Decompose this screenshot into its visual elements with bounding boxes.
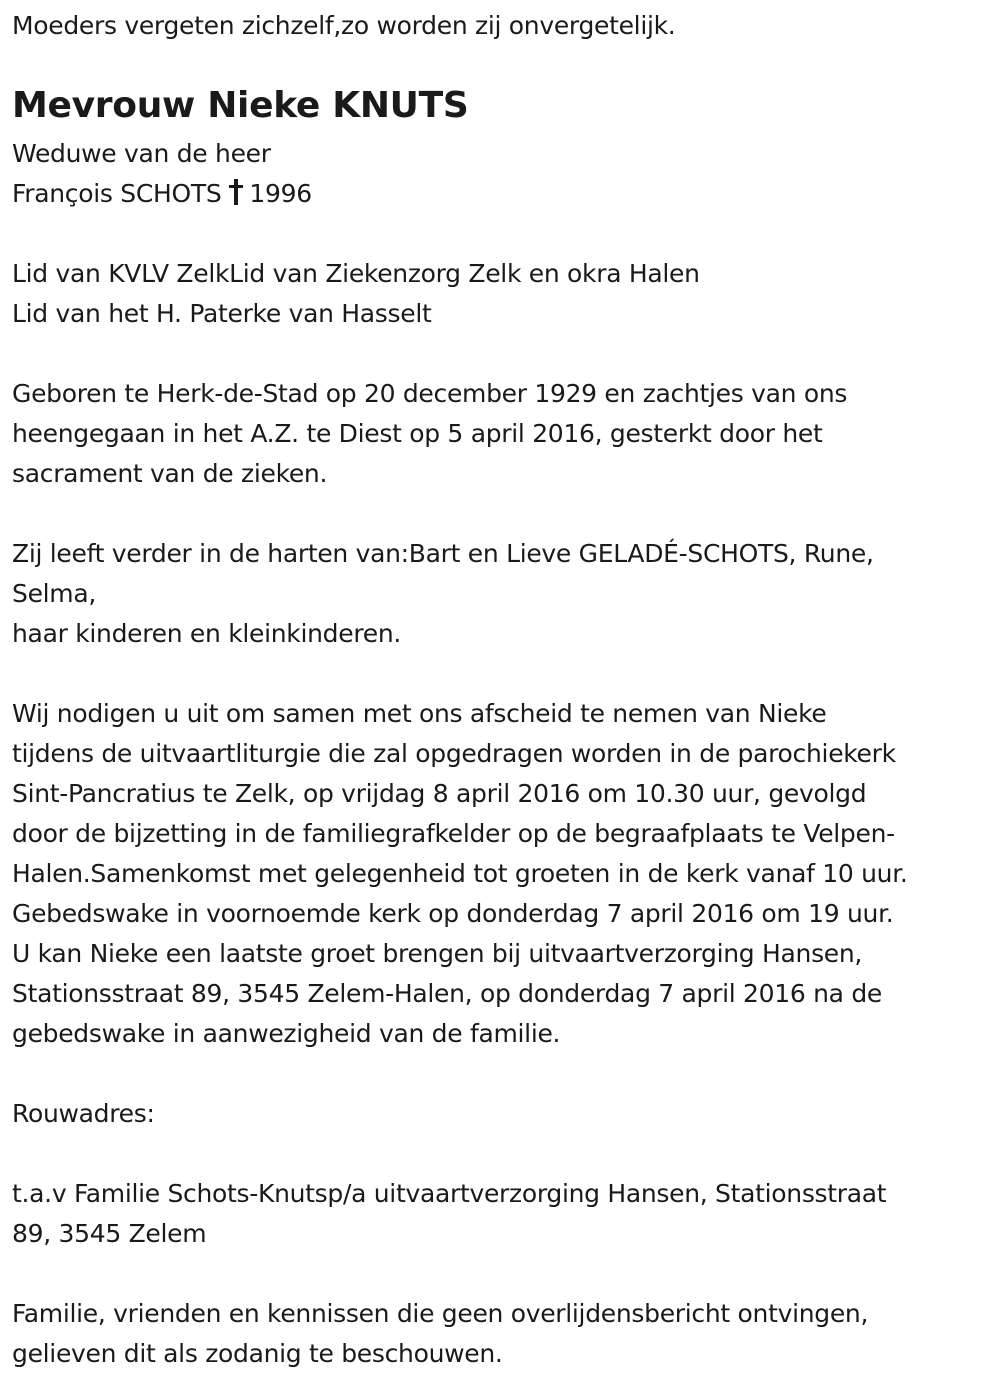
ceremony-line: Stationsstraat 89, 3545 Zelem-Halen, op donderdag 7 april 2016 na de bbox=[12, 979, 882, 1008]
ceremony-block bbox=[12, 694, 908, 1054]
birth-death-line: heengegaan in het A.Z. te Diest op 5 april 2016, gesterkt door het bbox=[12, 419, 823, 448]
birth-death-block bbox=[12, 374, 847, 494]
ceremony-line: Wij nodigen u uit om samen met ons afscheid te nemen van Nieke bbox=[12, 699, 827, 728]
address-label: Rouwadres: bbox=[12, 1099, 155, 1128]
survivors-line: haar kinderen en kleinkinderen. bbox=[12, 619, 402, 648]
memberships-block bbox=[12, 254, 700, 334]
membership-line: Lid van KVLV ZelkLid van Ziekenzorg Zelk en okra Halen bbox=[12, 259, 700, 288]
survivors-block bbox=[12, 534, 874, 654]
ceremony-line: Sint-Pancratius te Zelk, op vrijdag 8 april 2016 om 10.30 uur, gevolgd bbox=[12, 779, 867, 808]
survivors-line: Zij leeft verder in de harten van:Bart en Lieve GELADÉ-SCHOTS, Rune, bbox=[12, 539, 874, 568]
birth-death-line: Geboren te Herk-de-Stad op 20 december 1929 en zachtjes van ons bbox=[12, 379, 848, 408]
address-label-block bbox=[12, 1094, 155, 1134]
address-line: t.a.v Familie Schots-Knutsp/a uitvaartverzorging Hansen, Stationsstraat bbox=[12, 1179, 887, 1208]
ceremony-line: Halen.Samenkomst met gelegenheid tot groeten in de kerk vanaf 10 uur. bbox=[12, 859, 908, 888]
spouse-line bbox=[12, 174, 312, 214]
ceremony-line: U kan Nieke een laatste groet brengen bij uitvaartverzorging Hansen, bbox=[12, 939, 863, 968]
address-block bbox=[12, 1174, 886, 1254]
ceremony-line: tijdens de uitvaartliturgie die zal opgedragen worden in de parochiekerk bbox=[12, 739, 896, 768]
spouse-block bbox=[12, 134, 312, 214]
closing-line: gelieven dit als zodanig te beschouwen. bbox=[12, 1339, 503, 1368]
closing-line: Familie, vrienden en kennissen die geen overlijdensbericht ontvingen, bbox=[12, 1299, 869, 1328]
address-line: 89, 3545 Zelem bbox=[12, 1219, 207, 1248]
ceremony-line: gebedswake in aanwezigheid van de familie. bbox=[12, 1019, 561, 1048]
spouse-death-year: 1996 bbox=[249, 179, 312, 208]
membership-line: Lid van het H. Paterke van Hasselt bbox=[12, 299, 432, 328]
deceased-name: Mevrouw Nieke KNUTS bbox=[12, 85, 469, 126]
ceremony-line: Gebedswake in voornoemde kerk op donderdag 7 april 2016 om 19 uur. bbox=[12, 899, 894, 928]
closing-block bbox=[12, 1294, 868, 1374]
ceremony-line: door de bijzetting in de familiegrafkelder op de begraafplaats te Velpen- bbox=[12, 819, 895, 848]
survivors-line: Selma, bbox=[12, 579, 97, 608]
spouse-name: François SCHOTS bbox=[12, 179, 222, 208]
latin-cross-icon bbox=[229, 179, 243, 205]
birth-death-line: sacrament van de zieken. bbox=[12, 459, 328, 488]
spouse-intro: Weduwe van de heer bbox=[12, 139, 271, 168]
motto-text: Moeders vergeten zichzelf,zo worden zij onvergetelijk. bbox=[12, 11, 676, 40]
